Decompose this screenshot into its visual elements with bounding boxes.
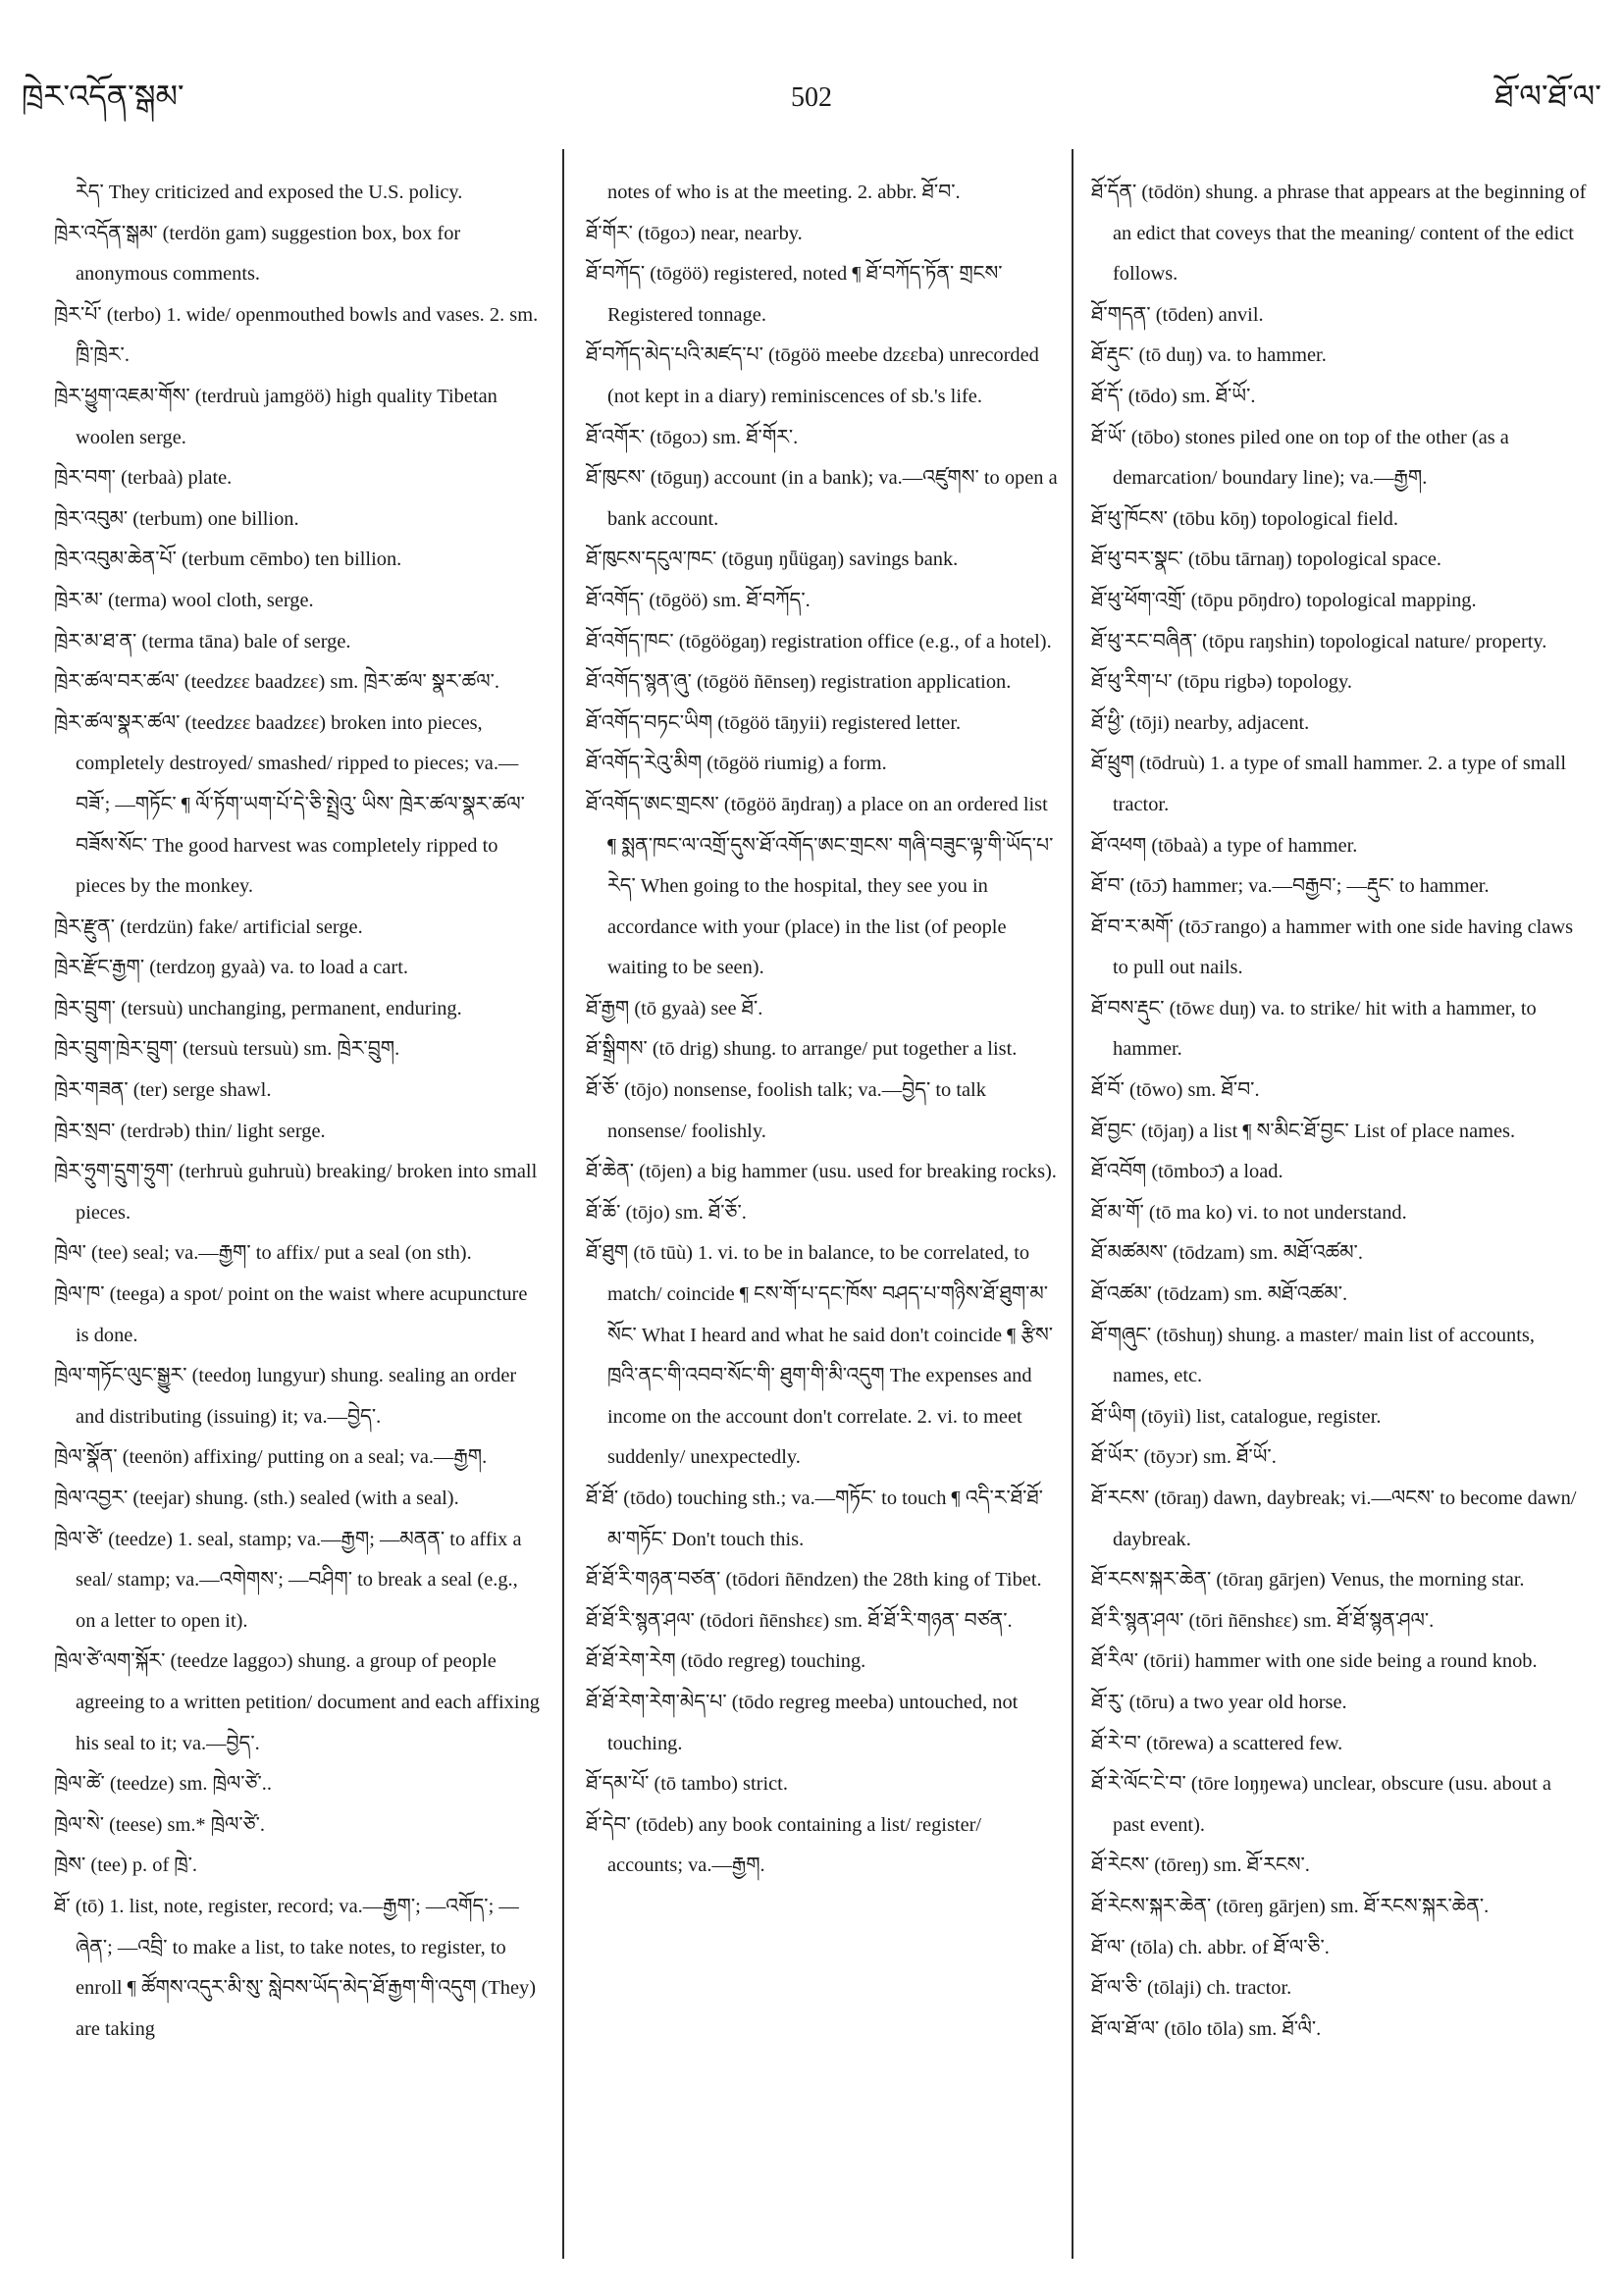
dictionary-entry: ཐོ་གོར་ (tōgoɔ) near, nearby. bbox=[586, 222, 803, 244]
dictionary-entry: ཐོ་རེ་བ་ (tōrewa) a scattered few. bbox=[1091, 1732, 1343, 1754]
dictionary-entry: ཐོ་རི་སྙན་ཤལ་ (tōri ñēnshεε) sm. ཐོ་ཐོ་སྙན་ཤལ་. bbox=[1091, 1609, 1435, 1632]
dictionary-entry: ཐོ་རེངས་ (tōreŋ) sm. ཐོ་རངས་. bbox=[1091, 1854, 1310, 1877]
dictionary-entry: ཁྲེལ་སྣོན་ (teenön) affixing/ putting on a seal; va.—རྒྱག. bbox=[54, 1446, 488, 1469]
dictionary-entry: ཐོ་ཐོ་རི་སྙན་ཤལ་ (tōdori ñēnshεε) sm. ཐོ་ཐོ་རི་གཉན་ བཙན་. bbox=[586, 1609, 1013, 1632]
dictionary-entry: ཐོ་བཀོད་མེད་པའི་མཛད་པ་ (tōgöö meebe dzεεba) unrecorded (not kept in a diary) reminiscences of sb.'s life. bbox=[586, 344, 1039, 407]
dictionary-entry: ཐོ་ཐུག (tō tūù) 1. vi. to be in balance, to be correlated, to match/ coincide ¶ ངས་གོ་པ་དང་ཁོས་ བཤད་པ་གཉིས་ཐོ་ཐུག་མ་སོང་ What I heard and what he said don't coincide ¶ རྩིས་ཁྲའི་ནང་གི་འབབ་སོང་གི་ ཐུག་གི་མི་འདུག The expenses and income on the account don't correlate. 2. vi. to meet suddenly/ unexpectedly. bbox=[586, 1242, 1054, 1469]
dictionary-entry: ཐོ་དོ་ (tōdo) sm. ཐོ་ཡོ་. bbox=[1091, 385, 1256, 407]
dictionary-entry: ཐོ་ལ་ (tōla) ch. abbr. of ཐོ་ལ་ཅི་. bbox=[1091, 1936, 1330, 1958]
dictionary-entry: ཐོ་རེངས་སྐར་ཆེན་ (tōreŋ gārjen) sm. ཐོ་རངས་སྐར་ཆེན་. bbox=[1091, 1895, 1490, 1917]
dictionary-entry: ཐོ་དམ་པོ་ (tō tambo) strict. bbox=[586, 1773, 788, 1796]
dictionary-entry: ཐོ་ཐོ་རི་གཉན་བཙན་ (tōdori ñēndzen) the 28th king of Tibet. bbox=[586, 1569, 1042, 1592]
dictionary-entry: ཐོ་མཚམས་ (tōdzam) sm. མཐོ་འཚམ་. bbox=[1091, 1242, 1363, 1265]
dictionary-entry: ཁྲེས་ (tee) p. of ཁྲེ་. bbox=[54, 1854, 197, 1877]
dictionary-entry: ཁྲེར་རྫོང་རྒྱག་ (terdzoŋ gyaà) va. to load a cart. bbox=[54, 957, 408, 979]
column-1 bbox=[54, 173, 543, 2282]
dictionary-entry: ཐོ་ཡིག (tōyiì) list, catalogue, register. bbox=[1091, 1405, 1382, 1428]
dictionary-entry: ཐོ་འགོད་ཨང་གྲངས་ (tōgöö āŋdraŋ) a place on an ordered list ¶ སྨན་ཁང་ལ་འགྲོ་དུས་ཐོ་འགོད་ཨང་གྲངས་ གཞི་བཟུང་ལྟ་གི་ཡོད་པ་རེད་ When going to the hospital, they see you in accordance with your (place) in the list (of people waiting to be seen). bbox=[586, 793, 1054, 979]
dictionary-entry: ཐོ་ཐོ་རེག་རེག་མེད་པ་ (tōdo regreg meeba) untouched, not touching. bbox=[586, 1691, 1019, 1754]
dictionary-entry: ཐོ་ཆེན་ (tōjen) a big hammer (usu. used for breaking rocks). bbox=[586, 1161, 1057, 1183]
page-number: 502 bbox=[791, 82, 832, 113]
dictionary-entry: ཐོ་འབོག (tōmboɔ̄) a load. bbox=[1091, 1161, 1283, 1183]
dictionary-entry: ཐོ་བ་ར་མགོ་ (tōɔ̄ rango) a hammer with one side having claws to pull out nails. bbox=[1091, 915, 1574, 979]
left-guide-word: ཁྲེར་འདོན་སྒམ་ bbox=[22, 78, 184, 114]
dictionary-entry: notes of who is at the meeting. 2. abbr. ཐོ་བ་. bbox=[607, 182, 961, 203]
dictionary-entry: ཐོ་ཕུ་རང་བཞིན་ (tōpu raŋshin) topological nature/ property. bbox=[1091, 630, 1547, 652]
column-divider bbox=[562, 149, 564, 2259]
dictionary-entry: ཁྲེལ་ཙེ་ལག་སྐོར་ (teedze laggoɔ) shung. a group of people agreeing to a written petition/ document and each affixing his seal to it; va.—བྱེད་. bbox=[54, 1650, 540, 1754]
right-guide-word: ཐོ་ལ་ཐོ་ལ་ bbox=[1494, 78, 1601, 114]
dictionary-entry: ཐོ་འཚམ་ (tōdzam) sm. མཐོ་འཚམ་. bbox=[1091, 1283, 1348, 1306]
dictionary-entry: ཐོ་བས་རྡུང་ (tōwε duŋ) va. to strike/ hit with a hammer, to hammer. bbox=[1091, 997, 1537, 1061]
dictionary-entry: ཁྲེར་བྲུག་ཁྲེར་བྲུག་ (tersuù tersuù) sm. ཁྲེར་བྲུག. bbox=[54, 1038, 400, 1061]
dictionary-entry: ཁྲེར་ཚལ་སྣར་ཚལ་ (teedzεε baadzεε) broken into pieces, completely destroyed/ smashed/ ripped to pieces; va.—བཟོ་; —གཏོང་ ¶ ལོ་ཏོག་ཡག་པོ་དེ་ཅི་སྤྲེའུ་ ཡིས་ ཁྲེར་ཚལ་སྣར་ཚལ་བཟོས་སོང་ The good harvest was completely ripped to pieces by the monkey. bbox=[54, 711, 525, 898]
dictionary-entry: ཐོ་ཆོ་ (tōjo) sm. ཐོ་ཅོ་. bbox=[586, 1201, 747, 1224]
dictionary-entry: ཐོ་དེབ་ (tōdeb) any book containing a list/ register/ accounts; va.—རྒྱག. bbox=[586, 1813, 982, 1877]
dictionary-entry: ཐོ་རིལ་ (tōrii) hammer with one side being a round knob. bbox=[1091, 1650, 1538, 1673]
dictionary-entry: ཐོ་འཕག (tōbaà) a type of hammer. bbox=[1091, 834, 1358, 857]
dictionary-entry: ཁྲེར་མ་ (terma) wool cloth, serge. bbox=[54, 589, 314, 611]
dictionary-entry: ཐོ་བཀོད་ (tōgöö) registered, noted ¶ ཐོ་བཀོད་ཏོན་ གྲངས་ Registered tonnage. bbox=[586, 263, 1003, 326]
dictionary-entry: རེད་ They criticized and exposed the U.S. policy. bbox=[76, 182, 463, 203]
dictionary-entry: ཐོ་རངས་སྐར་ཆེན་ (tōraŋ gārjen) Venus, the morning star. bbox=[1091, 1569, 1525, 1592]
dictionary-entry: ཁྲེལ་ཁ་ (teega) a spot/ point on the waist where acupuncture is done. bbox=[54, 1283, 528, 1346]
dictionary-entry: ཁྲེར་མ་ཐ་ན་ (terma tāna) bale of serge. bbox=[54, 630, 351, 652]
dictionary-entry: ཐོ་འགོད་ཁང་ (tōgöögaŋ) registration office (e.g., of a hotel). bbox=[586, 630, 1052, 652]
dictionary-entry: ཁྲེལ་ (tee) seal; va.—རྒྱག་ to affix/ put a seal (on sth). bbox=[54, 1242, 472, 1265]
dictionary-entry: ཐོ་རྒྱག (tō gyaà) see ཐོ་. bbox=[586, 997, 763, 1019]
dictionary-entry: ཁྲེལ་ཚེ་ (teedze) sm. ཁྲེལ་ཙེ་.. bbox=[54, 1773, 272, 1796]
dictionary-entry: ཁྲེར་འདོན་སྒམ་ (terdön gam) suggestion box, box for anonymous comments. bbox=[54, 222, 461, 286]
dictionary-entry: ཁྲེལ་འབྱར་ (teejar) shung. (sth.) sealed (with a seal). bbox=[54, 1487, 459, 1509]
dictionary-entry: ཐོ་རྡུང་ (tō duŋ) va. to hammer. bbox=[1091, 344, 1327, 367]
dictionary-entry: ཐོ་ཕུ་བར་སྣང་ (tōbu tārnaŋ) topological space. bbox=[1091, 548, 1441, 571]
dictionary-entry: ཐོ་རངས་ (tōraŋ) dawn, daybreak; vi.—ལངས་ to become dawn/ daybreak. bbox=[1091, 1487, 1577, 1550]
dictionary-entry: ཐོ་ཡོར་ (tōyɔr) sm. ཐོ་ཡོ་. bbox=[1091, 1446, 1277, 1469]
dictionary-entry: ཁྲེར་རྫུན་ (terdzün) fake/ artificial serge. bbox=[54, 915, 363, 938]
dictionary-entry: ཐོ་རེ་ལོང་ངེ་བ་ (tōre loŋŋewa) unclear, obscure (usu. about a past event). bbox=[1091, 1773, 1551, 1836]
dictionary-entry: ཐོ་འགོར་ (tōgoɔ) sm. ཐོ་གོར་. bbox=[586, 426, 799, 448]
dictionary-entry: ཁྲེར་འབུམ་ཆེན་པོ་ (terbum cēmbo) ten billion. bbox=[54, 548, 402, 571]
dictionary-entry: ཁྲེར་གཟན་ (ter) serge shawl. bbox=[54, 1079, 272, 1102]
column-3 bbox=[1091, 173, 1588, 2282]
dictionary-entry: ཐོ་ཡོ་ (tōbo) stones piled one on top of the other (as a demarcation/ boundary line); va.—རྒྱག. bbox=[1091, 426, 1509, 490]
column-divider bbox=[1072, 149, 1073, 2259]
dictionary-entry: ཐོ་འགོད་ (tōgöö) sm. ཐོ་བཀོད་. bbox=[586, 589, 811, 611]
dictionary-entry: ཁྲེལ་སེ་ (teese) sm.* ཁྲེལ་ཙེ་. bbox=[54, 1813, 266, 1836]
dictionary-entry: ཐོ་ཕྱི་ (tōji) nearby, adjacent. bbox=[1091, 711, 1310, 734]
dictionary-entry: ཐོ་དོན་ (tōdön) shung. a phrase that appears at the beginning of an edict that coveys that the meaning/ content of the edict follows. bbox=[1091, 182, 1587, 286]
dictionary-entry: ཐོ་ཕྲུག (tōdruù) 1. a type of small hammer. 2. a type of small tractor. bbox=[1091, 753, 1567, 815]
dictionary-entry: ཐོ་མ་གོ་ (tō ma ko) vi. to not understand. bbox=[1091, 1201, 1407, 1224]
dictionary-entry: ཁྲེར་བྲུག་ (tersuù) unchanging, permanent, enduring. bbox=[54, 997, 462, 1019]
dictionary-entry: ཐོ་ (tō) 1. list, note, register, record; va.—རྒྱག་; —འགོད་; —ཞེན་; —འབྲི་ to make a list, to take notes, to register, to enroll ¶ ཚོགས་འདུར་མི་སུ་ སླེབས་ཡོད་མེད་ཐོ་རྒྱག་གི་འདུག (They) are taking bbox=[54, 1895, 537, 2040]
dictionary-entry: ཐོ་གཞུང་ (tōshuŋ) shung. a master/ main list of accounts, names, etc. bbox=[1091, 1324, 1535, 1387]
dictionary-entry: ཐོ་སྒྲིགས་ (tō drig) shung. to arrange/ put together a list. bbox=[586, 1038, 1018, 1061]
dictionary-entry: ཐོ་ཐོ་ (tōdo) touching sth.; va.—གཏོང་ to touch ¶ འདི་ར་ཐོ་ཐོ་མ་གཏོང་ Don't touch this. bbox=[586, 1487, 1043, 1550]
dictionary-entry: ཐོ་བོ་ (tōwo) sm. ཐོ་བ་. bbox=[1091, 1079, 1260, 1102]
dictionary-entry: ཁྲེལ་ཙེ་ (teedze) 1. seal, stamp; va.—རྒྱག; —མནན་ to affix a seal/ stamp; va.—འགེགས་; —བཤིག་ to break a seal (e.g., on a letter to open it). bbox=[54, 1528, 522, 1632]
dictionary-entry: ཐོ་རུ་ (tōru) a two year old horse. bbox=[1091, 1691, 1347, 1713]
dictionary-entry: ཁྲེལ་གཏོང་ལུང་སྒྱུར་ (teedoŋ lungyur) shung. sealing an order and distributing (issuing) it; va.—བྱེད་. bbox=[54, 1365, 517, 1428]
dictionary-entry: ཐོ་བ་ (tōɔ̄) hammer; va.—བརྒྱབ་; —རྡུང་ to hammer. bbox=[1091, 875, 1490, 898]
dictionary-entry: ཐོ་འགོད་རེའུ་མིག (tōgöö riumig) a form. bbox=[586, 753, 887, 775]
dictionary-entry: ཐོ་ཕུ་ཕོག་འགྲོ་ (tōpu pōŋdro) topological mapping. bbox=[1091, 589, 1477, 611]
dictionary-entry: ཁྲེར་པོ་ (terbo) 1. wide/ openmouthed bowls and vases. 2. sm. ཁྲི་ཁྲེར་. bbox=[54, 303, 539, 367]
dictionary-entry: ཐོ་གདན་ (tōden) anvil. bbox=[1091, 303, 1264, 326]
dictionary-entry: ཐོ་བྱང་ (tōjaŋ) a list ¶ ས་མིང་ཐོ་བྱང་ List of place names. bbox=[1091, 1120, 1516, 1142]
dictionary-entry: ཐོ་ལ་ཅི་ (tōlaji) ch. tractor. bbox=[1091, 1977, 1292, 2000]
dictionary-entry: ཐོ་ཁུངས་དངུལ་ཁང་ (tōguŋ ŋǖügaŋ) savings bank. bbox=[586, 548, 959, 571]
dictionary-entry: ཁྲེར་ཚལ་བར་ཚལ་ (teedzεε baadzεε) sm. ཁྲེར་ཚལ་ སྣར་ཚལ་. bbox=[54, 671, 499, 694]
dictionary-entry: ཁྲེར་བག་ (terbaà) plate. bbox=[54, 467, 233, 490]
dictionary-entry: ཐོ་འགོད་བཏང་ཡིག (tōgöö tāŋyii) registered letter. bbox=[586, 711, 962, 734]
dictionary-entry: ཐོ་ཕུ་ཁོངས་ (tōbu kōŋ) topological field. bbox=[1091, 507, 1398, 530]
dictionary-entry: ཐོ་འགོད་སྙན་ཞུ་ (tōgöö ñēnseŋ) registration application. bbox=[586, 671, 1012, 694]
dictionary-entry: ཁྲེར་ཕྱུག་འཇམ་གོས་ (terdruù jamgöö) high quality Tibetan woolen serge. bbox=[54, 385, 497, 448]
dictionary-entry: ཐོ་ཅོ་ (tōjo) nonsense, foolish talk; va.—བྱེད་ to talk nonsense/ foolishly. bbox=[586, 1079, 986, 1142]
dictionary-entry: ཁྲེར་སྲབ་ (terdrəb) thin/ light serge. bbox=[54, 1120, 326, 1142]
dictionary-entry: ཐོ་ཁུངས་ (tōguŋ) account (in a bank); va.—འཛུགས་ to open a bank account. bbox=[586, 467, 1058, 530]
dictionary-entry: ཁྲེར་ཧྲུག་དྲུག་ཧྲུག་ (terhruù guhruù) breaking/ broken into small pieces. bbox=[54, 1161, 538, 1224]
dictionary-entry: ཁྲེར་འབུམ་ (terbum) one billion. bbox=[54, 507, 299, 530]
dictionary-entry: ཐོ་ལ་ཐོ་ལ་ (tōlo tōla) sm. ཐོ་ལི་. bbox=[1091, 2017, 1322, 2040]
dictionary-entry: ཐོ་ཐོ་རེག་རེག (tōdo regreg) touching. bbox=[586, 1650, 866, 1673]
dictionary-entry: ཐོ་ཕུ་རིག་པ་ (tōpu rigbə) topology. bbox=[1091, 671, 1352, 694]
column-2 bbox=[586, 173, 1059, 2282]
